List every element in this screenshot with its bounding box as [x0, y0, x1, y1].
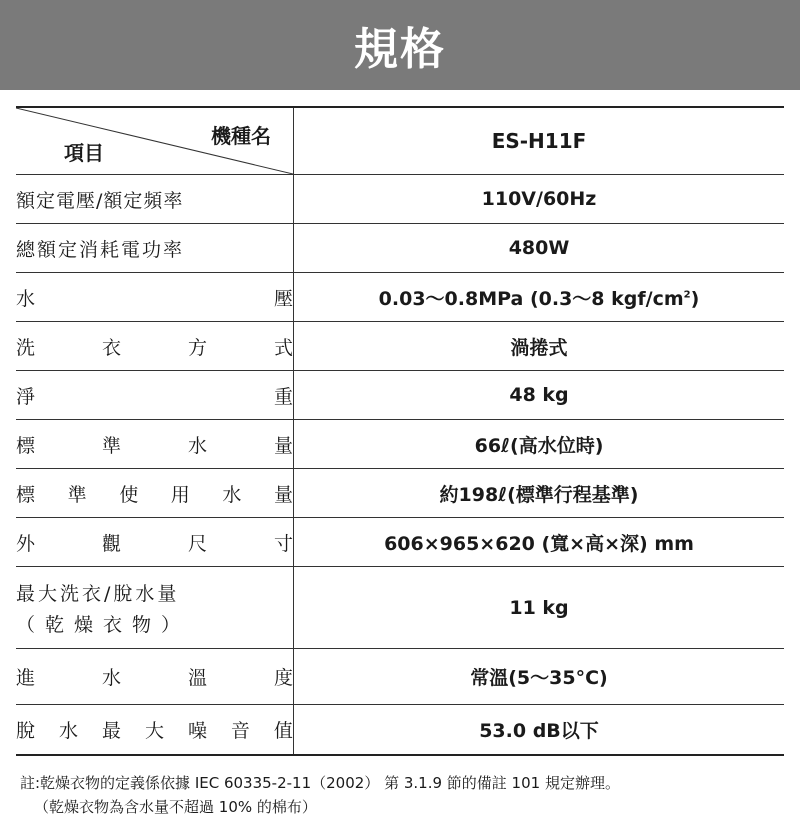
label-char: 水	[222, 483, 242, 506]
label-char: 水	[101, 667, 121, 689]
label-char: 溫	[187, 667, 207, 689]
label-char: 寸	[273, 532, 293, 555]
row-label-text: 總額定消耗電功率	[16, 238, 185, 261]
label-char: 標	[16, 483, 36, 506]
label-char: 準	[67, 483, 87, 506]
spread-label	[16, 431, 293, 458]
label-char: 洗	[16, 336, 36, 359]
label-char: 噪	[187, 719, 207, 742]
label-char: 值	[273, 719, 293, 742]
row-value-text: 110V/60Hz	[481, 188, 597, 210]
row-label	[16, 469, 294, 518]
row-value-text: 常溫(5〜35°C)	[470, 667, 608, 689]
row-value-suffix: )	[690, 287, 700, 310]
table-row	[16, 567, 784, 649]
label-char: 使	[119, 483, 139, 506]
table-row	[16, 649, 784, 705]
corner-cell	[16, 107, 294, 175]
spread-label	[16, 382, 293, 409]
row-value-text: 渦捲式	[510, 336, 568, 359]
row-value	[294, 705, 785, 755]
label-char: 重	[273, 385, 293, 408]
row-label	[16, 175, 294, 224]
label-char: 式	[273, 336, 293, 359]
label-char: 外	[16, 532, 36, 555]
row-value-text: 480W	[508, 237, 570, 259]
row-label	[16, 705, 294, 755]
page-header	[0, 0, 800, 90]
label-char: 量	[273, 483, 293, 506]
label-char: 進	[16, 667, 36, 689]
row-label	[16, 649, 294, 705]
row-value-text: 48 kg	[509, 384, 569, 406]
table-row	[16, 518, 784, 567]
model-name-text: ES-H11F	[491, 129, 587, 153]
row-value	[294, 469, 785, 518]
row-label	[16, 371, 294, 420]
row-label	[16, 518, 294, 567]
label-char: 水	[16, 287, 36, 310]
table-row	[16, 371, 784, 420]
label-char: 度	[273, 667, 293, 689]
spread-label	[16, 284, 293, 311]
row-label	[16, 322, 294, 371]
model-name	[294, 107, 785, 175]
two-line-label	[16, 579, 293, 637]
label-char: 最	[101, 719, 121, 742]
row-value-text: 606×965×620 (寬×高×深) mm	[384, 532, 694, 555]
table-row	[16, 705, 784, 755]
footnote-line-2: （乾燥衣物為含水量不超過 10% 的棉布）	[34, 798, 317, 816]
row-value-text: 66ℓ(高水位時)	[474, 434, 604, 457]
row-value	[294, 649, 785, 705]
row-value-text: 約198ℓ(標準行程基準)	[439, 483, 639, 506]
row-value	[294, 518, 785, 567]
row-label-text: 最大洗衣/脫水量	[16, 582, 180, 605]
row-value-text: 0.03〜0.8MPa (0.3〜8 kgf/cm	[378, 287, 684, 310]
row-label	[16, 420, 294, 469]
row-value	[294, 420, 785, 469]
row-value	[294, 371, 785, 420]
row-value	[294, 567, 785, 649]
label-char: 標	[16, 434, 36, 457]
page-title: 規格	[354, 24, 446, 75]
table-header-row	[16, 107, 784, 175]
spread-label	[16, 663, 293, 690]
row-value	[294, 175, 785, 224]
table-row	[16, 175, 784, 224]
label-char: 觀	[101, 532, 121, 555]
spec-table	[16, 106, 784, 756]
model-column-label: 機種名	[211, 124, 271, 148]
table-row	[16, 224, 784, 273]
table-row	[16, 322, 784, 371]
table-row	[16, 273, 784, 322]
spread-label	[16, 480, 293, 507]
label-char: 用	[170, 483, 190, 506]
row-label	[16, 224, 294, 273]
label-char: 淨	[16, 385, 36, 408]
row-value	[294, 322, 785, 371]
label-char: 量	[273, 434, 293, 457]
label-char: 大	[144, 719, 164, 742]
label-char: 尺	[187, 532, 207, 555]
label-char: 水	[187, 434, 207, 457]
spread-label	[16, 716, 293, 743]
label-char: 準	[101, 434, 121, 457]
label-char: 壓	[273, 287, 293, 310]
footnote-line-1: 註:乾燥衣物的定義係依據 IEC 60335-2-11（2002） 第 3.1.9 節的備註 101 規定辦理。	[20, 774, 620, 792]
label-char: 衣	[101, 336, 121, 359]
label-char: 方	[187, 336, 207, 359]
label-char: 脫	[16, 719, 36, 742]
label-char: 音	[230, 719, 250, 742]
label-char: 水	[58, 719, 78, 742]
row-label-text: 額定電壓/額定頻率	[16, 189, 184, 212]
table-row	[16, 420, 784, 469]
row-value-text: 53.0 dB以下	[479, 719, 599, 742]
row-label	[16, 567, 294, 649]
row-value	[294, 224, 785, 273]
table-row	[16, 469, 784, 518]
row-value-text: 11 kg	[509, 596, 569, 619]
row-label-text-line2: （乾燥衣物）	[16, 613, 191, 636]
spread-label	[16, 529, 293, 556]
item-column-label: 項目	[64, 141, 104, 165]
row-label	[16, 273, 294, 322]
spread-label	[16, 333, 293, 360]
superscript: 2	[683, 289, 691, 301]
row-value	[294, 273, 785, 322]
